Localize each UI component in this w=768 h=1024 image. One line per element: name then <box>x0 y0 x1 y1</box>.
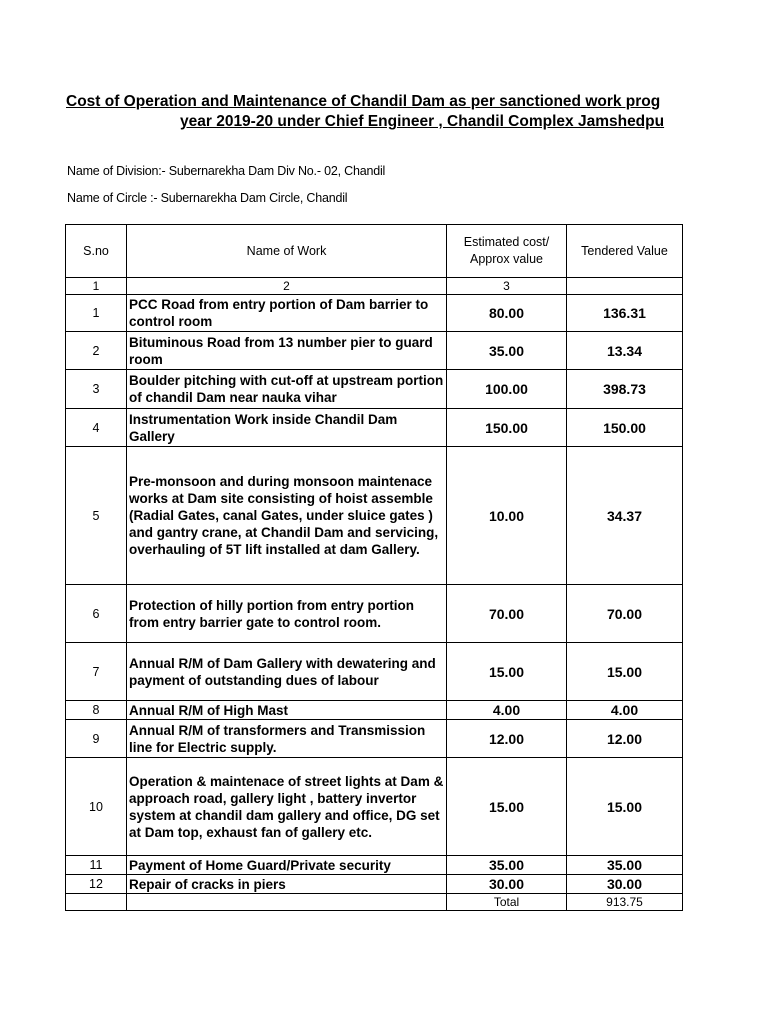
table-row <box>66 875 683 894</box>
row-tendered: 13.34 <box>567 332 683 370</box>
total-value: 913.75 <box>567 894 683 911</box>
row-tendered: 15.00 <box>567 643 683 701</box>
row-work-name: Annual R/M of Dam Gallery with dewatering and payment of outstanding dues of labour <box>127 643 447 701</box>
circle-name: Name of Circle :- Subernarekha Dam Circle, Chandil <box>67 191 348 205</box>
table-row <box>66 409 683 447</box>
header-tendered-value: Tendered Value <box>567 225 683 278</box>
row-work-name: Annual R/M of High Mast <box>127 701 447 720</box>
row-sno: 8 <box>66 701 127 720</box>
document-title <box>60 92 682 132</box>
row-sno: 3 <box>66 370 127 409</box>
column-number: 3 <box>447 278 567 295</box>
row-tendered: 150.00 <box>567 409 683 447</box>
total-row <box>66 894 683 911</box>
row-tendered: 12.00 <box>567 720 683 758</box>
table-row <box>66 295 683 332</box>
row-sno: 11 <box>66 856 127 875</box>
table-row <box>66 447 683 585</box>
table-row <box>66 643 683 701</box>
row-sno: 1 <box>66 295 127 332</box>
row-estimated: 12.00 <box>447 720 567 758</box>
row-estimated: 150.00 <box>447 409 567 447</box>
row-estimated: 100.00 <box>447 370 567 409</box>
row-sno: 5 <box>66 447 127 585</box>
table-row <box>66 720 683 758</box>
row-tendered: 34.37 <box>567 447 683 585</box>
row-sno: 9 <box>66 720 127 758</box>
row-work-name: Annual R/M of transformers and Transmission line for Electric supply. <box>127 720 447 758</box>
row-work-name: Bituminous Road from 13 number pier to guard room <box>127 332 447 370</box>
row-tendered: 136.31 <box>567 295 683 332</box>
row-work-name: Repair of cracks in piers <box>127 875 447 894</box>
column-number-row <box>66 278 683 295</box>
row-estimated: 35.00 <box>447 332 567 370</box>
table-row <box>66 701 683 720</box>
title-line-1: Cost of Operation and Maintenance of Chandil Dam as per sanctioned work prog <box>66 93 661 110</box>
total-label: Total <box>447 894 567 911</box>
title-line-2: year 2019-20 under Chief Engineer , Chandil Complex Jamshedpu <box>180 113 665 130</box>
row-sno: 6 <box>66 585 127 643</box>
header-estimated-cost <box>447 225 567 278</box>
table-row <box>66 856 683 875</box>
row-work-name: PCC Road from entry portion of Dam barrier to control room <box>127 295 447 332</box>
row-tendered: 35.00 <box>567 856 683 875</box>
row-estimated: 30.00 <box>447 875 567 894</box>
row-sno: 2 <box>66 332 127 370</box>
table-row <box>66 370 683 409</box>
row-tendered: 398.73 <box>567 370 683 409</box>
row-work-name: Boulder pitching with cut-off at upstream portion of chandil Dam near nauka vihar <box>127 370 447 409</box>
row-estimated: 15.00 <box>447 758 567 856</box>
row-work-name: Pre-monsoon and during monsoon maintenace works at Dam site consisting of hoist assemble (Radial Gates, canal Gates, under sluice gates ) and gantry crane, at Chandil Dam and servicing, overhauling of 5T lift installed at dam Gallery. <box>127 447 447 585</box>
header-row <box>66 225 683 278</box>
row-estimated: 70.00 <box>447 585 567 643</box>
header-name-of-work: Name of Work <box>127 225 447 278</box>
row-estimated: 35.00 <box>447 856 567 875</box>
column-number <box>567 278 683 295</box>
row-estimated: 80.00 <box>447 295 567 332</box>
row-tendered: 30.00 <box>567 875 683 894</box>
column-number: 2 <box>127 278 447 295</box>
column-number: 1 <box>66 278 127 295</box>
division-name: Name of Division:- Subernarekha Dam Div No.- 02, Chandil <box>67 164 386 178</box>
row-sno: 7 <box>66 643 127 701</box>
works-table <box>65 224 683 911</box>
total-empty-cell <box>127 894 447 911</box>
row-tendered: 70.00 <box>567 585 683 643</box>
header-sno: S.no <box>66 225 127 278</box>
row-sno: 12 <box>66 875 127 894</box>
header-estimated-line-1: Estimated cost/ <box>463 235 550 249</box>
header-estimated-line-2: Approx value <box>470 252 543 266</box>
row-tendered: 4.00 <box>567 701 683 720</box>
table-row <box>66 758 683 856</box>
row-work-name: Instrumentation Work inside Chandil Dam Gallery <box>127 409 447 447</box>
row-work-name: Protection of hilly portion from entry portion from entry barrier gate to control room. <box>127 585 447 643</box>
table-row <box>66 585 683 643</box>
row-sno: 4 <box>66 409 127 447</box>
row-work-name: Payment of Home Guard/Private security <box>127 856 447 875</box>
row-estimated: 10.00 <box>447 447 567 585</box>
row-estimated: 15.00 <box>447 643 567 701</box>
row-estimated: 4.00 <box>447 701 567 720</box>
row-work-name: Operation & maintenace of street lights at Dam & approach road, gallery light , battery invertor system at chandil dam gallery and office, DG set at Dam top, exhaust fan of gallery etc. <box>127 758 447 856</box>
row-sno: 10 <box>66 758 127 856</box>
total-empty-cell <box>66 894 127 911</box>
row-tendered: 15.00 <box>567 758 683 856</box>
table-row <box>66 332 683 370</box>
